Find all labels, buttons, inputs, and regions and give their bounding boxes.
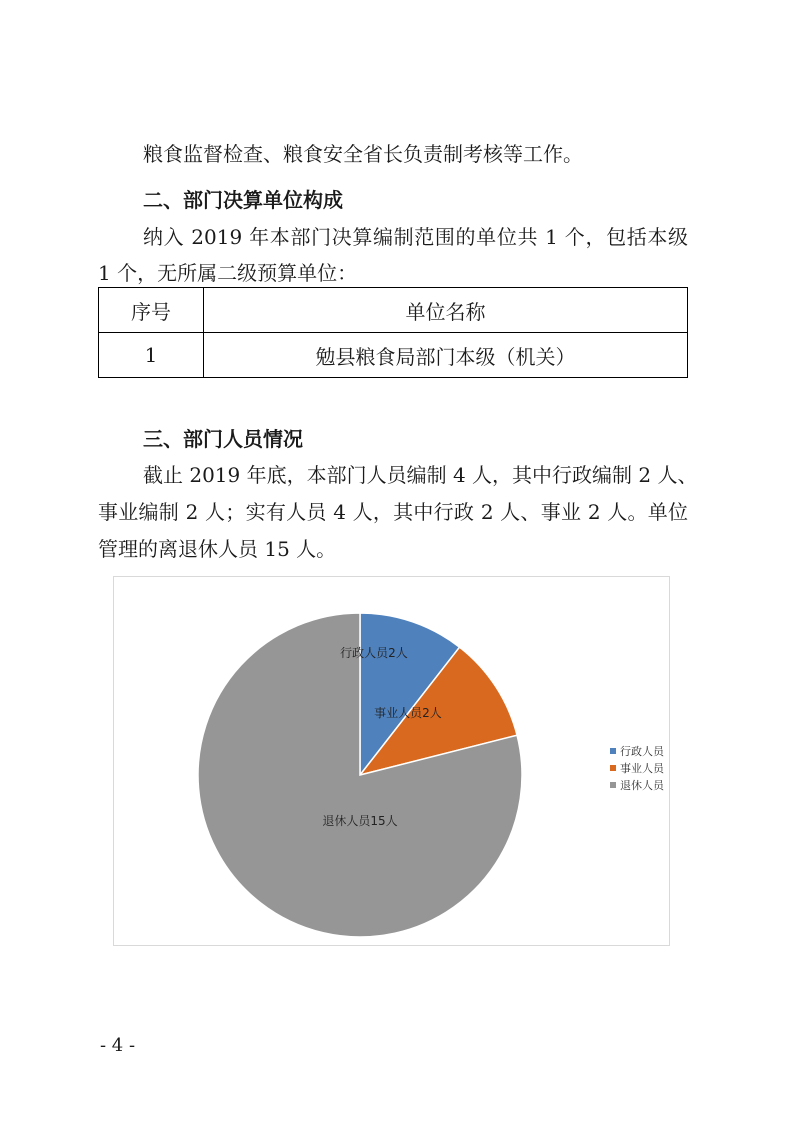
paragraph-staff-line-2: 事业编制 2 人；实有人员 4 人，其中行政 2 人、事业 2 人。单位 — [98, 500, 688, 524]
table-header-row — [99, 288, 688, 333]
pie-chart — [114, 577, 669, 945]
paragraph-staff-line-1: 截止 2019 年底，本部门人员编制 4 人，其中行政编制 2 人、 — [143, 463, 698, 487]
paragraph-unit-composition-line-1: 纳入 2019 年本部门决算编制范围的单位共 1 个，包括本级 — [143, 225, 688, 249]
legend-swatch — [610, 782, 616, 788]
legend-label: 退休人员 — [620, 779, 664, 792]
paragraph-unit-composition-line-2: 1 个，无所属二级预算单位： — [98, 261, 358, 285]
section-heading-unit-composition: 二、部门决算单位构成 — [143, 188, 343, 212]
legend-swatch — [610, 765, 616, 771]
table-row — [99, 333, 688, 378]
pie-chart-frame — [113, 576, 670, 946]
legend-item — [610, 761, 665, 775]
page-number: - 4 - — [100, 1035, 136, 1056]
table-cell-index: 1 — [99, 333, 204, 378]
pie-data-label: 退休人员15人 — [322, 814, 398, 828]
legend-label: 事业人员 — [620, 762, 664, 775]
table-cell-unit-name: 勉县粮食局部门本级（机关） — [204, 333, 688, 378]
table-header-unit-name: 单位名称 — [204, 288, 688, 333]
paragraph-staff-line-3: 管理的离退休人员 15 人。 — [98, 537, 337, 561]
pie-data-label: 行政人员2人 — [340, 646, 408, 660]
unit-table — [98, 287, 688, 378]
pie-data-label: 事业人员2人 — [374, 706, 442, 720]
section-heading-staff: 三、部门人员情况 — [143, 427, 303, 451]
legend-item — [610, 744, 665, 758]
paragraph-continuation: 粮食监督检查、粮食安全省长负责制考核等工作。 — [143, 142, 583, 166]
legend-label: 行政人员 — [620, 745, 664, 758]
table-header-index: 序号 — [99, 288, 204, 333]
legend-item — [610, 778, 665, 792]
legend-swatch — [610, 748, 616, 754]
